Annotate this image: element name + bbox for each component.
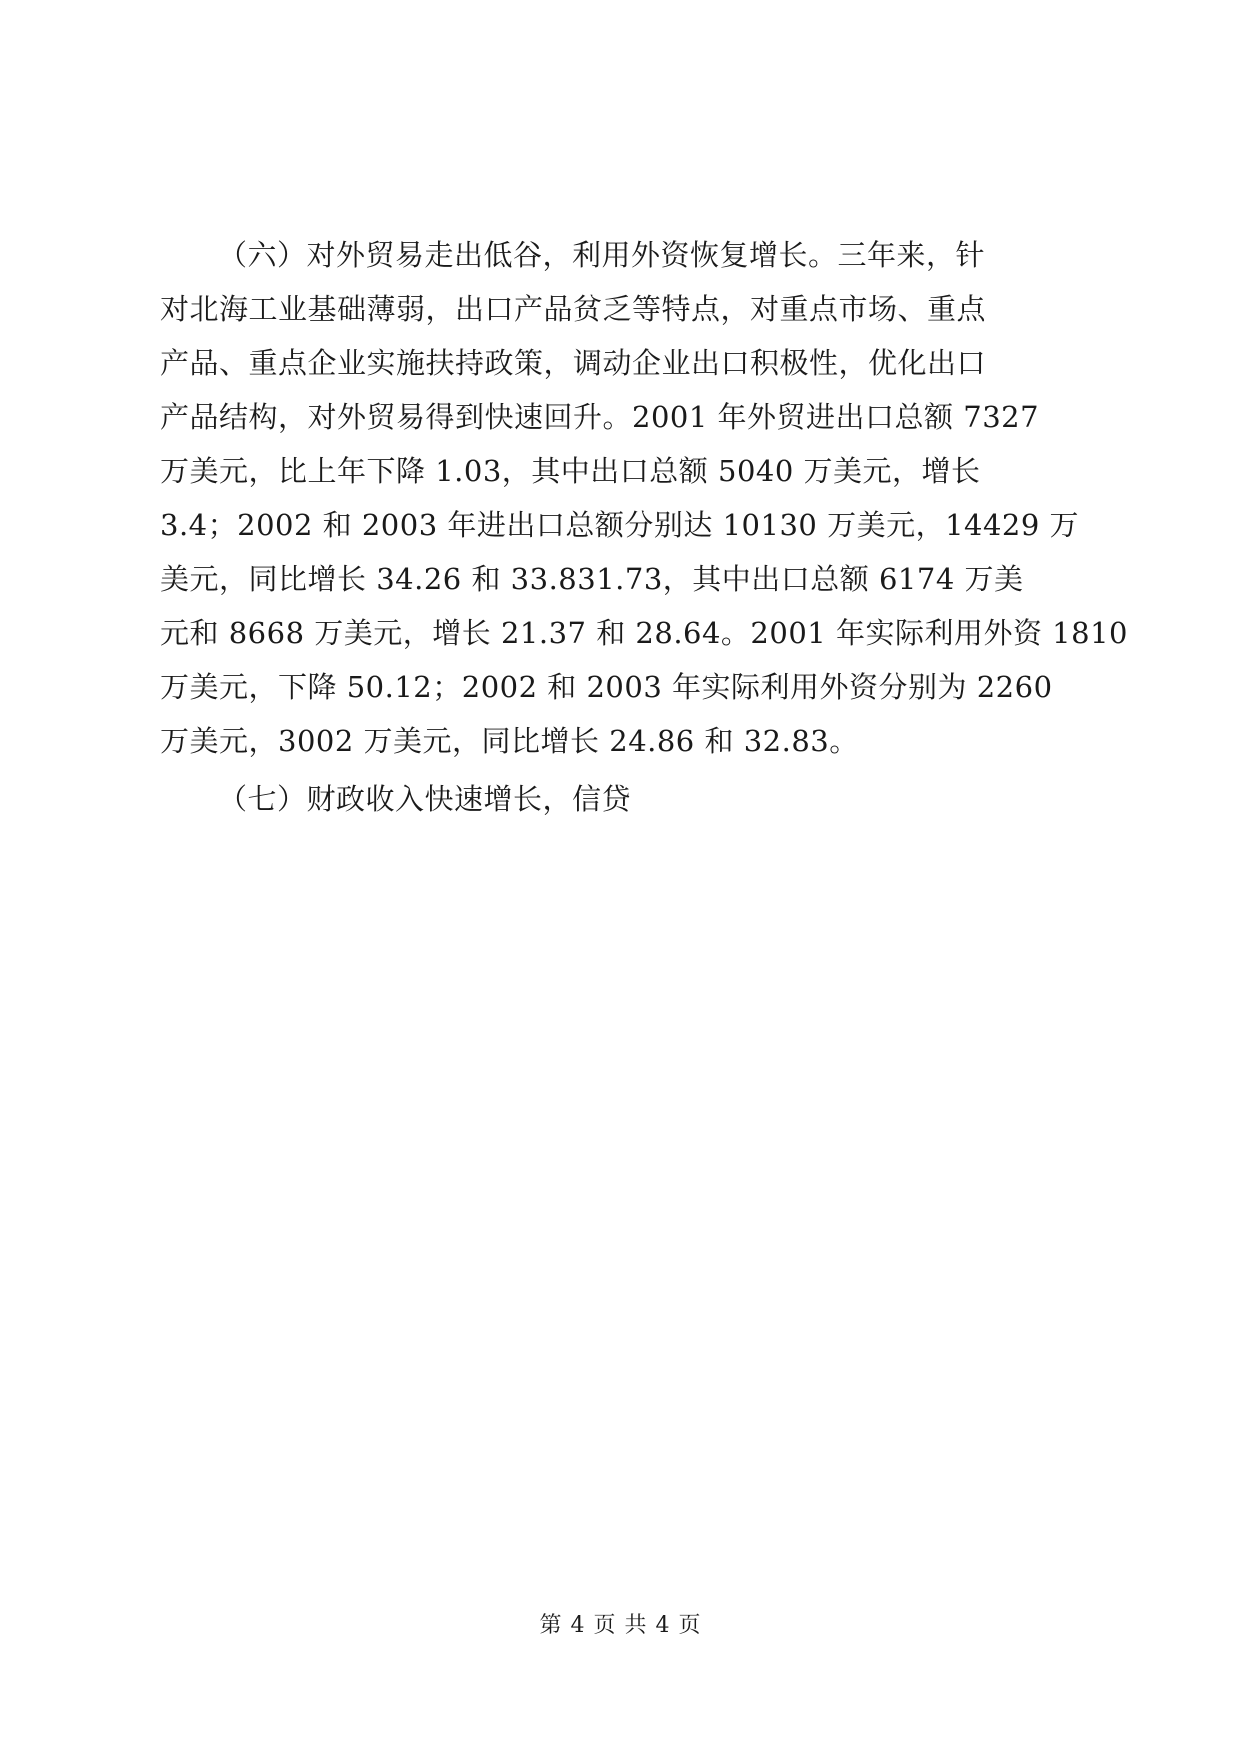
paragraph-line: （七）财政收入快速增长，信贷 (218, 782, 632, 816)
paragraph-line: 万美元，3002 万美元，同比增长 24.86 和 32.83。 (160, 724, 859, 758)
paragraph-line: 产品结构，对外贸易得到快速回升。2001 年外贸进出口总额 7327 (160, 400, 1040, 434)
paragraph-foreign-trade (160, 228, 1128, 768)
paragraph-line: 万美元，比上年下降 1.03，其中出口总额 5040 万美元，增长 (160, 454, 981, 488)
paragraph-line: 3.4；2002 和 2003 年进出口总额分别达 10130 万美元，14429 万 (160, 508, 1080, 542)
paragraph-line: 对北海工业基础薄弱，出口产品贫乏等特点，对重点市场、重点 (160, 292, 987, 326)
paragraph-line: 元和 8668 万美元，增长 21.37 和 28.64。2001 年实际利用外资 1810 (160, 616, 1128, 650)
paragraph-line: 产品、重点企业实施扶持政策，调动企业出口积极性，优化出口 (160, 346, 987, 380)
body-text (160, 228, 1128, 826)
page-footer: 第 4 页 共 4 页 (539, 1613, 702, 1638)
paragraph-line: （六）对外贸易走出低谷，利用外资恢复增长。三年来，针 (218, 238, 986, 272)
paragraph-line: 万美元，下降 50.12；2002 和 2003 年实际利用外资分别为 2260 (160, 670, 1053, 704)
paragraph-line: 美元，同比增长 34.26 和 33.831.73，其中出口总额 6174 万美 (160, 562, 1024, 596)
paragraph-fiscal-revenue (160, 772, 1080, 826)
